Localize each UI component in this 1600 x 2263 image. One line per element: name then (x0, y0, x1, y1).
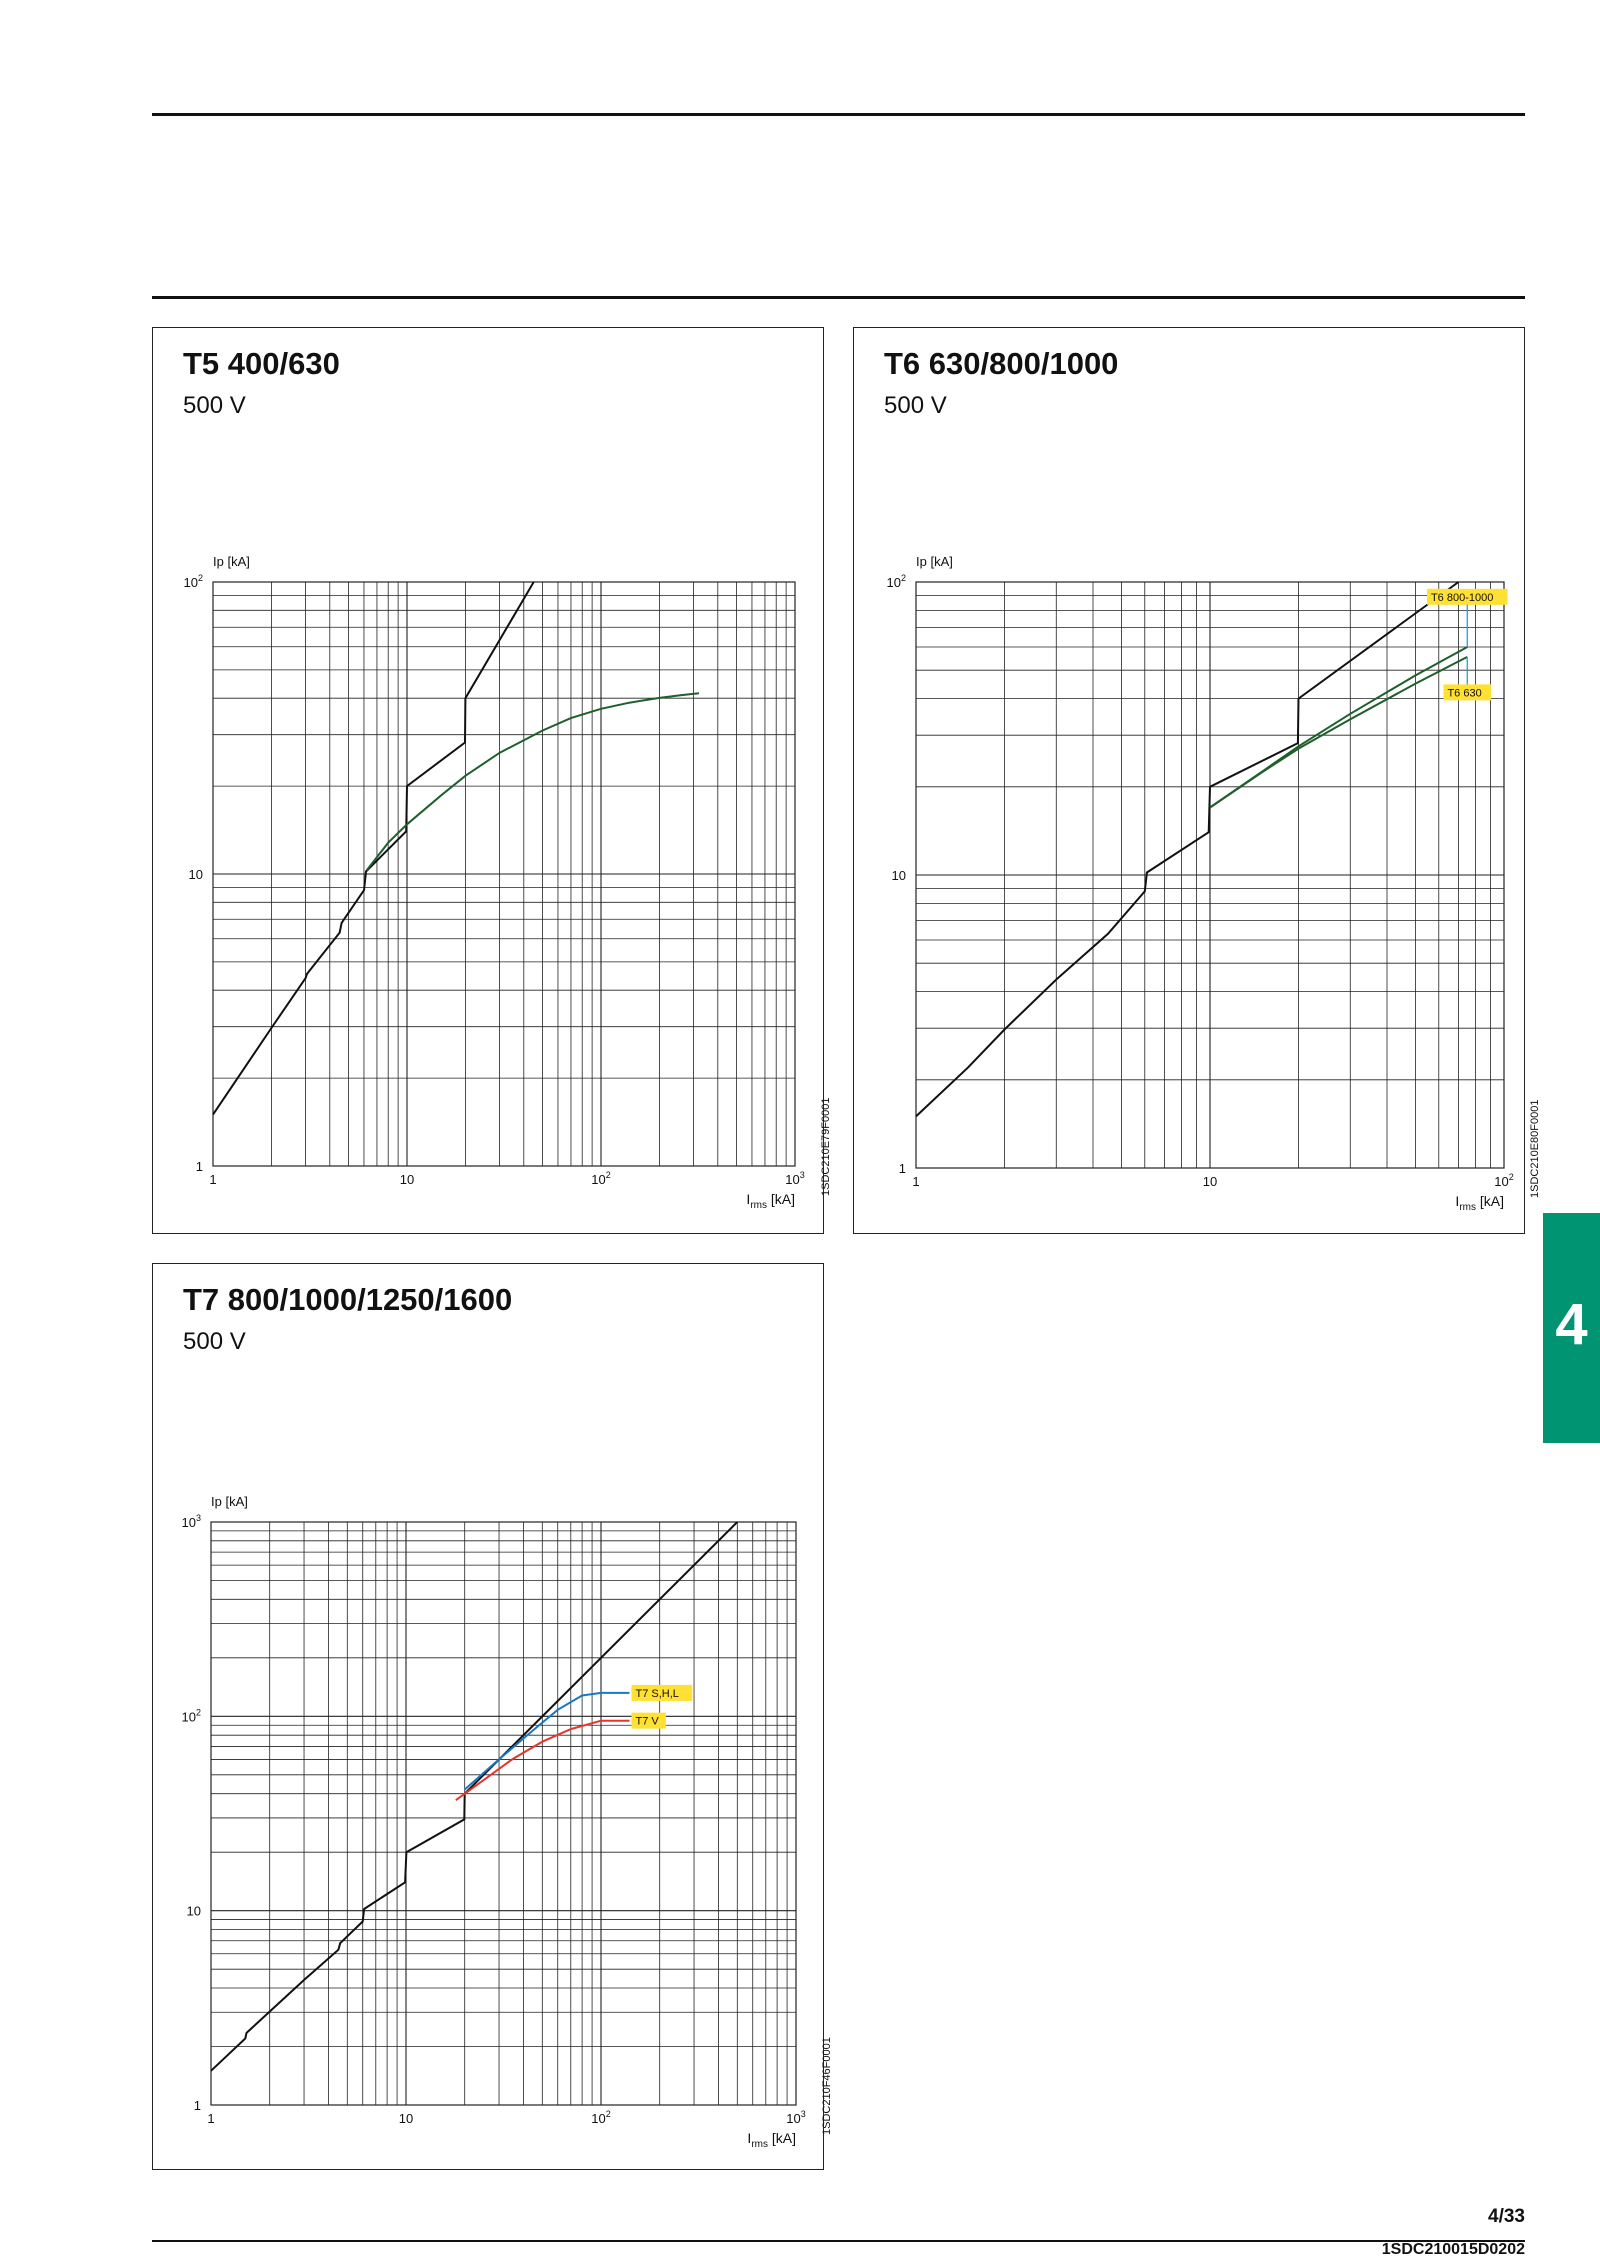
chart-title: T6 630/800/1000 (884, 346, 1119, 381)
y-axis-label: Ip [kA] (916, 554, 953, 569)
x-axis-label: $I_{rms}$ [kA] (747, 2130, 796, 2150)
section-tab (1543, 1213, 1600, 1443)
y-tick-label: 1 (193, 2098, 201, 2113)
y-tick-label: 10 (186, 1903, 201, 1919)
x-axis-label: $I_{rms}$ [kA] (1455, 1193, 1504, 1213)
series-line (213, 582, 534, 1115)
series-label: T6 800-1000 (1430, 591, 1494, 604)
y-tick-label: $10^2$ (183, 573, 203, 590)
x-tick-label: $10^3$ (786, 2109, 806, 2126)
y-tick-label: 10 (188, 867, 203, 882)
series-line (211, 1522, 737, 2071)
x-tick-label: $10^3$ (785, 1170, 805, 1187)
top-rule (152, 113, 1525, 116)
figure-code: 1SDC210E79F0001 (820, 1097, 832, 1196)
series-label: T7 V (635, 1715, 659, 1728)
y-tick-label: $10^3$ (181, 1513, 201, 1530)
chart-panel-t5 (152, 327, 832, 1234)
page-number: 4/33 (1488, 2206, 1525, 2227)
chart-subtitle: 500 V (183, 392, 246, 419)
x-tick-label: $10^2$ (591, 2109, 611, 2126)
series-label: T6 630 (1447, 687, 1482, 700)
y-tick-label: 1 (195, 1159, 203, 1174)
chart-subtitle: 500 V (183, 1328, 246, 1355)
x-tick-label: $10^2$ (1494, 1172, 1514, 1189)
section-rule (152, 296, 1525, 299)
chart-title: T7 800/1000/1250/1600 (183, 1282, 513, 1317)
chart-subtitle: 500 V (884, 392, 947, 419)
series-line (1210, 657, 1467, 808)
footer-rule (152, 2240, 1525, 2242)
series-line (916, 582, 1459, 1116)
y-tick-label: $10^2$ (181, 1707, 201, 1725)
chart-title: T5 400/630 (183, 346, 340, 381)
y-tick-label: 10 (891, 868, 906, 883)
chart-plot (153, 328, 832, 1235)
figure-code: 1SDC210F46F0001 (821, 2037, 833, 2135)
y-axis-label: Ip [kA] (211, 1494, 248, 1509)
x-tick-label: 10 (398, 2111, 414, 2126)
series-label: T7 S,H,L (635, 1687, 679, 1700)
x-axis-label: $I_{rms}$ [kA] (746, 1191, 795, 1211)
section-tab-label: 4 (1555, 1292, 1588, 1357)
series-line (367, 693, 699, 870)
chart-plot (153, 1264, 833, 2171)
y-tick-label: $10^2$ (886, 573, 906, 590)
chart-panel-t6 (853, 327, 1541, 1234)
y-axis-label: Ip [kA] (213, 554, 250, 569)
chart-panel-t7 (152, 1263, 833, 2170)
plot-frame (211, 1522, 796, 2105)
x-tick-label: $10^2$ (591, 1170, 611, 1187)
x-tick-label: 10 (1202, 1174, 1218, 1189)
document-code: 1SDC210015D0202 (1381, 2241, 1525, 2258)
chart-plot (854, 328, 1541, 1235)
figure-code: 1SDC210E80F0001 (1529, 1099, 1541, 1198)
series-line (1210, 647, 1467, 808)
x-tick-label: 1 (209, 1172, 217, 1187)
x-tick-label: 10 (399, 1172, 415, 1187)
y-tick-label: 1 (898, 1161, 906, 1176)
x-tick-label: 1 (912, 1174, 920, 1189)
x-tick-label: 1 (207, 2111, 215, 2126)
